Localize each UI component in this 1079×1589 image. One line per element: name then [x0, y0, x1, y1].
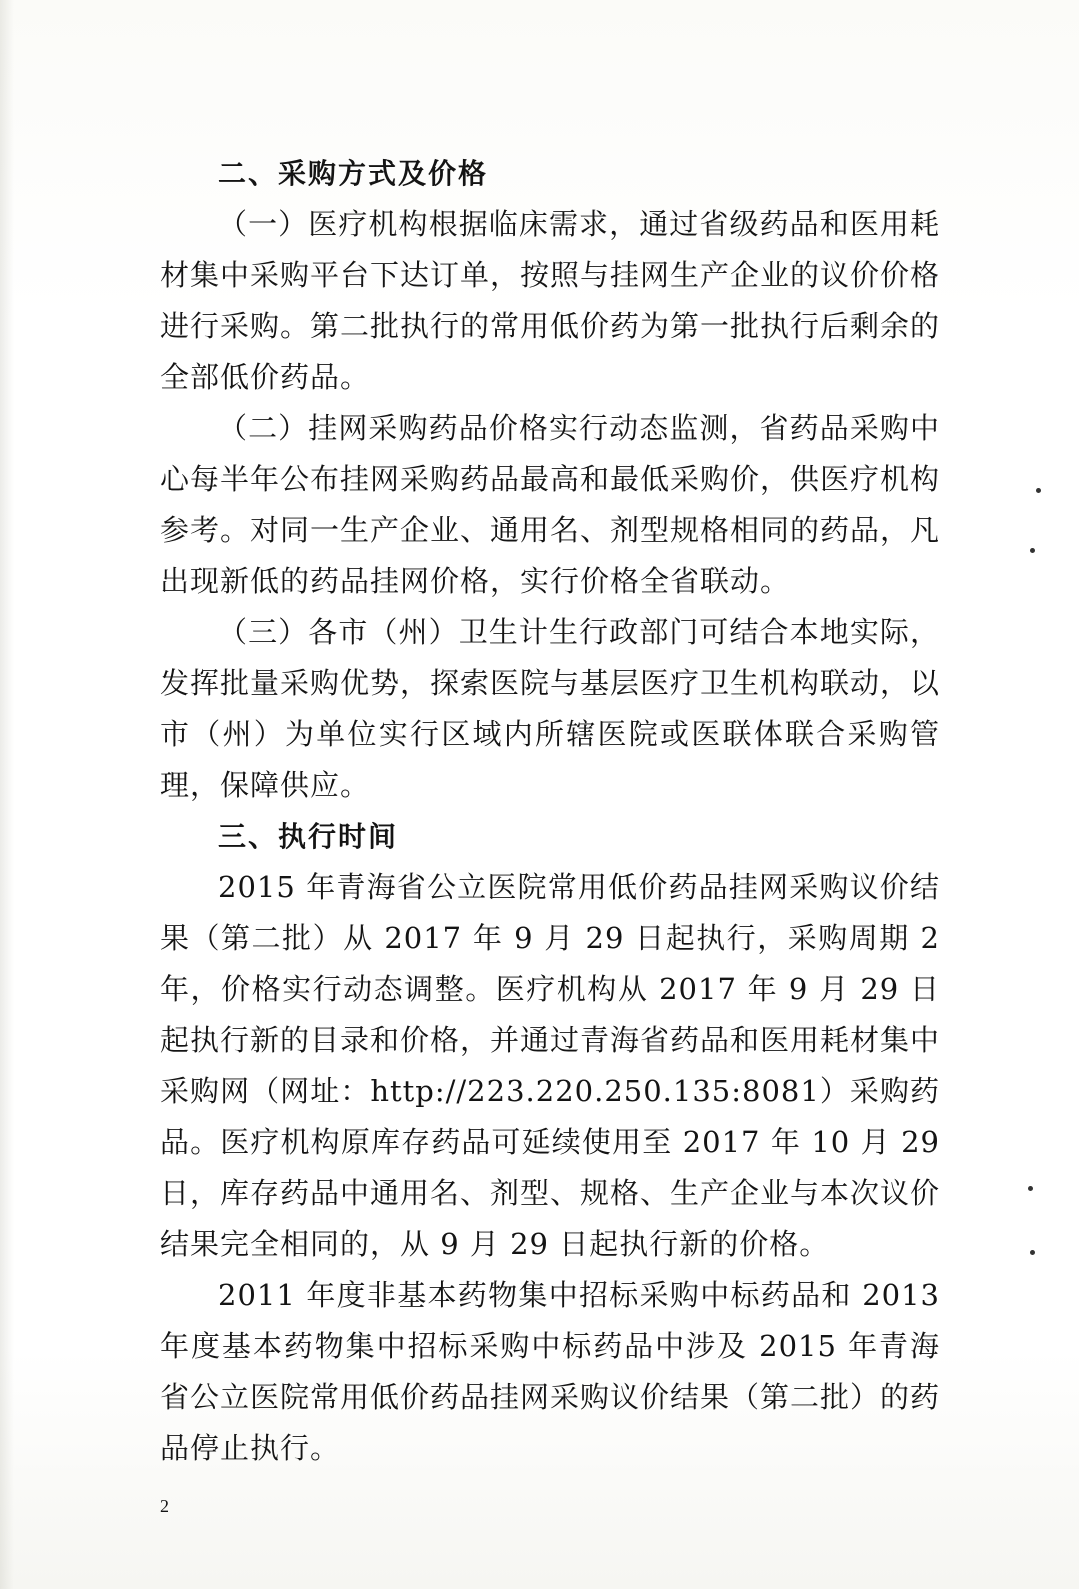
paragraph-procurement-1: （一）医疗机构根据临床需求，通过省级药品和医用耗材集中采购平台下达订单，按照与挂网生产企业的议价价格进行采购。第二批执行的常用低价药为第一批执行后剩余的全部低价药品。: [160, 207, 941, 394]
paragraph-procurement-2: （二）挂网采购药品价格实行动态监测，省药品采购中心每半年公布挂网采购药品最高和最低采购价，供医疗机构参考。对同一生产企业、通用名、剂型规格相同的药品，凡出现新低的药品挂网价格，实行价格全省联动。: [160, 411, 941, 598]
page-number: 2: [160, 1496, 169, 1516]
paragraph-execution-2: 2011 年度非基本药物集中招标采购中标药品和 2013 年度基本药物集中招标采购中标药品中涉及 2015 年青海省公立医院常用低价药品挂网采购议价结果（第二批）的药品停止执行。: [160, 1278, 941, 1465]
document-body: [160, 148, 940, 1474]
scan-edge-shadow: [0, 0, 14, 1589]
binding-mark: [1030, 548, 1035, 553]
binding-mark: [1028, 1186, 1033, 1191]
section-heading-execution-time: 三、执行时间: [218, 820, 399, 853]
paragraph-execution-1: 2015 年青海省公立医院常用低价药品挂网采购议价结果（第二批）从 2017 年 9 月 29 日起执行，采购周期 2 年，价格实行动态调整。医疗机构从 2017 年 9 月 29 日起执行新的目录和价格，并通过青海省药品和医用耗材集中采购网（网址：http://223.220.250.135:8081）采购药品。医疗机构原库存药品可延续使用至 2017 年 10 月 29 日，库存药品中通用名、剂型、规格、生产企业与本次议价结果完全相同的，从 9 月 29 日起执行新的价格。: [160, 870, 941, 1261]
binding-mark: [1036, 488, 1041, 493]
paragraph-procurement-3: （三）各市（州）卫生计生行政部门可结合本地实际，发挥批量采购优势，探索医院与基层医疗卫生机构联动，以市（州）为单位实行区域内所辖医院或医联体联合采购管理，保障供应。: [160, 615, 941, 802]
binding-mark: [1030, 1250, 1035, 1255]
section-heading-procurement: 二、采购方式及价格: [218, 157, 489, 190]
